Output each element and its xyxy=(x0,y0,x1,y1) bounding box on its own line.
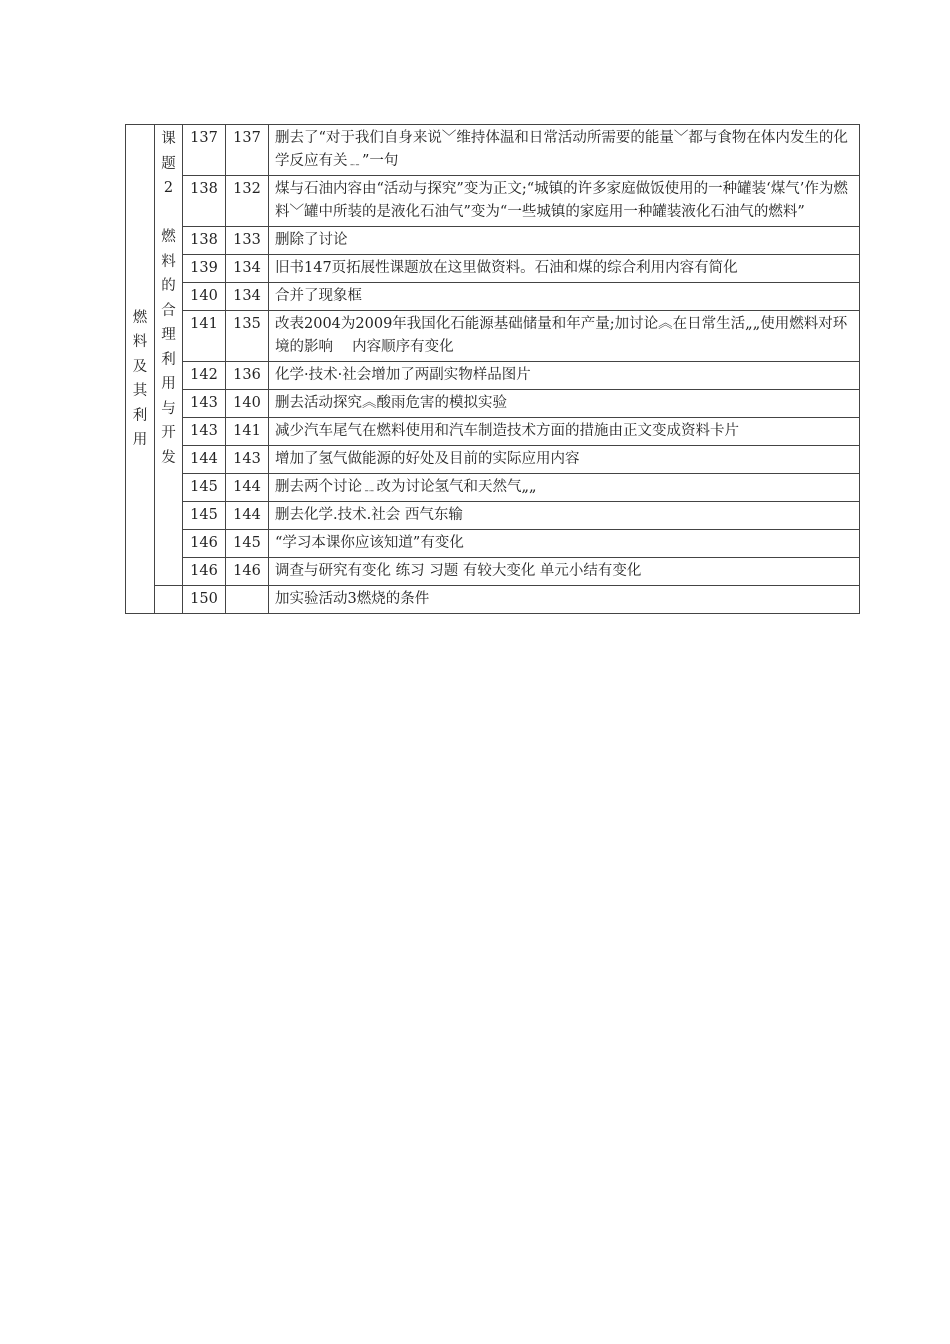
old-page-cell xyxy=(226,586,269,614)
old-page-cell: 144 xyxy=(226,474,269,502)
note-cell: 旧书147页拓展性课题放在这里做资料。石油和煤的综合利用内容有简化 xyxy=(269,255,860,283)
note-cell: 煤与石油内容由“活动与探究”变为正文;“城镇的许多家庭做饭使用的一种罐装‘煤气’作为燃料﹀罐中所装的是液化石油气”变为“一些城镇的家庭用一种罐装液化石油气的燃料” xyxy=(269,176,860,227)
table-row xyxy=(126,125,860,176)
new-page-cell: 143 xyxy=(183,418,226,446)
revision-table-body xyxy=(126,125,860,614)
new-page-cell: 144 xyxy=(183,446,226,474)
note-cell: 改表2004为2009年我国化石能源基础储量和年产量;加讨论︽在日常生活„„使用燃料对环境的影响 内容顺序有变化 xyxy=(269,311,860,362)
table-row xyxy=(126,446,860,474)
table-row xyxy=(126,558,860,586)
table-row xyxy=(126,227,860,255)
new-page-cell: 142 xyxy=(183,362,226,390)
new-page-cell: 145 xyxy=(183,474,226,502)
new-page-cell: 140 xyxy=(183,283,226,311)
old-page-cell: 132 xyxy=(226,176,269,227)
new-page-cell: 146 xyxy=(183,558,226,586)
old-page-cell: 146 xyxy=(226,558,269,586)
new-page-cell: 145 xyxy=(183,502,226,530)
lesson-label-cell xyxy=(155,125,183,586)
lesson-label: 课 题 2 燃 料 的 合 理 利 用 与 开 发 xyxy=(161,131,176,466)
unit-label-cell xyxy=(126,125,155,614)
note-cell: 删去活动探究︽酸雨危害的模拟实验 xyxy=(269,390,860,418)
old-page-cell: 141 xyxy=(226,418,269,446)
new-page-cell: 137 xyxy=(183,125,226,176)
note-cell: 删去两个讨论﹎改为讨论氢气和天然气„„ xyxy=(269,474,860,502)
new-page-cell: 138 xyxy=(183,227,226,255)
table-row xyxy=(126,586,860,614)
table-row xyxy=(126,530,860,558)
revision-table-container xyxy=(125,124,860,614)
empty-lesson-cell xyxy=(155,586,183,614)
old-page-cell: 143 xyxy=(226,446,269,474)
note-cell: 删除了讨论 xyxy=(269,227,860,255)
table-row xyxy=(126,502,860,530)
new-page-cell: 141 xyxy=(183,311,226,362)
old-page-cell: 135 xyxy=(226,311,269,362)
new-page-cell: 139 xyxy=(183,255,226,283)
old-page-cell: 145 xyxy=(226,530,269,558)
note-cell: 合并了现象框 xyxy=(269,283,860,311)
new-page-cell: 150 xyxy=(183,586,226,614)
note-cell: 删去化学.技术.社会 西气东输 xyxy=(269,502,860,530)
new-page-cell: 143 xyxy=(183,390,226,418)
unit-label: 燃 料 及 其 利 用 xyxy=(132,309,148,448)
new-page-cell: 146 xyxy=(183,530,226,558)
old-page-cell: 134 xyxy=(226,283,269,311)
note-cell: 增加了氢气做能源的好处及目前的实际应用内容 xyxy=(269,446,860,474)
table-row xyxy=(126,255,860,283)
old-page-cell: 140 xyxy=(226,390,269,418)
table-row xyxy=(126,474,860,502)
new-page-cell: 138 xyxy=(183,176,226,227)
note-cell: 减少汽车尾气在燃料使用和汽车制造技术方面的措施由正文变成资料卡片 xyxy=(269,418,860,446)
note-cell: 调查与研究有变化 练习 习题 有较大变化 单元小结有变化 xyxy=(269,558,860,586)
table-row xyxy=(126,418,860,446)
table-row xyxy=(126,176,860,227)
note-cell: “学习本课你应该知道”有变化 xyxy=(269,530,860,558)
table-row xyxy=(126,311,860,362)
table-row xyxy=(126,283,860,311)
old-page-cell: 133 xyxy=(226,227,269,255)
old-page-cell: 134 xyxy=(226,255,269,283)
table-row xyxy=(126,362,860,390)
old-page-cell: 137 xyxy=(226,125,269,176)
note-cell: 删去了“对于我们自身来说﹀维持体温和日常活动所需要的能量﹀都与食物在体内发生的化学反应有关﹎”一句 xyxy=(269,125,860,176)
note-cell: 加实验活动3燃烧的条件 xyxy=(269,586,860,614)
revision-table xyxy=(125,124,860,614)
old-page-cell: 144 xyxy=(226,502,269,530)
old-page-cell: 136 xyxy=(226,362,269,390)
note-cell: 化学·技术·社会增加了两副实物样品图片 xyxy=(269,362,860,390)
table-row xyxy=(126,390,860,418)
